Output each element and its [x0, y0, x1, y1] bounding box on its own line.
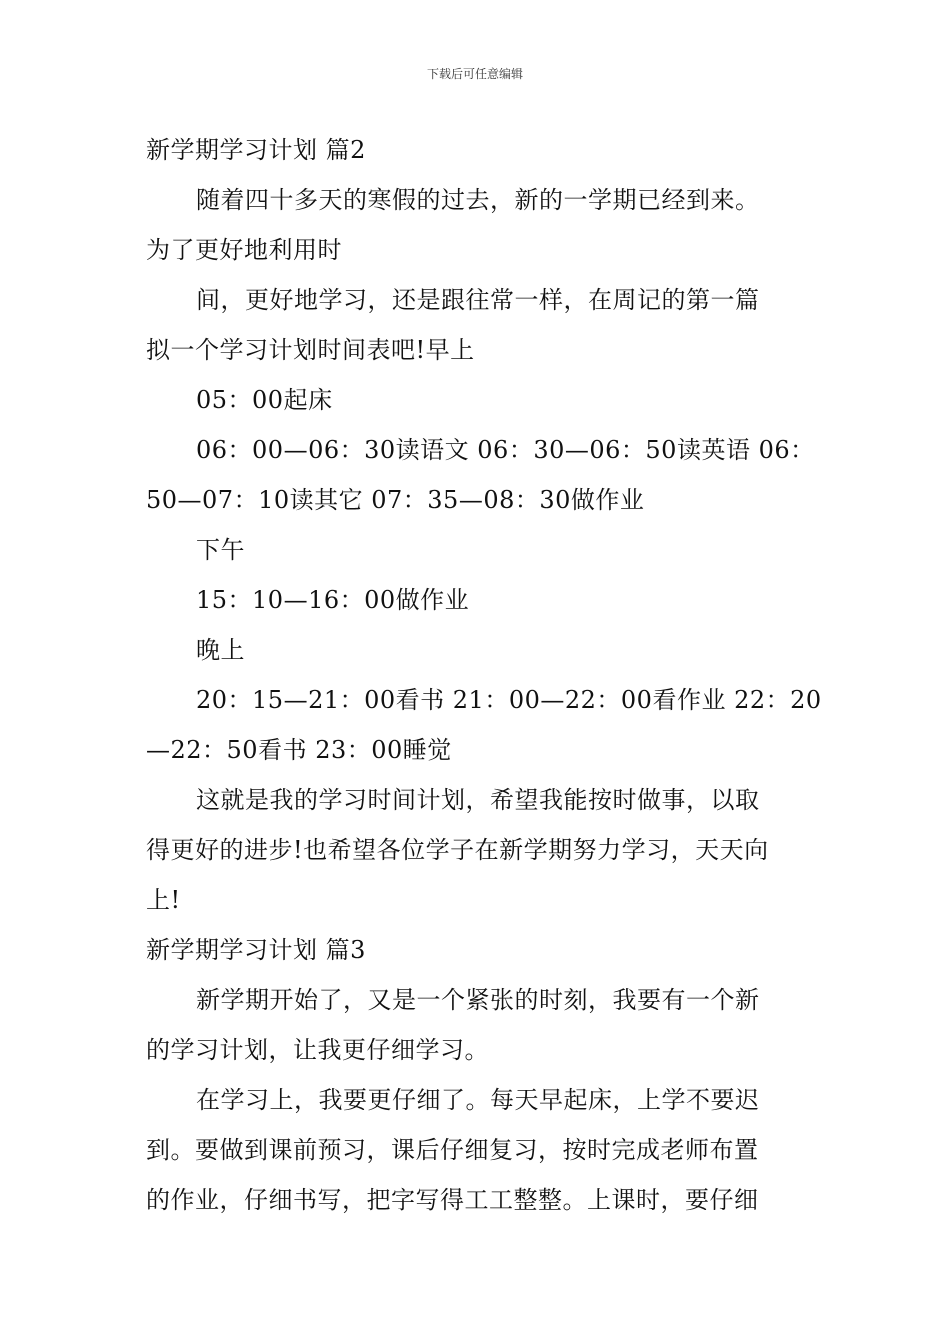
paragraph-line: 随着四十多天的寒假的过去，新的一学期已经到来。 — [196, 186, 760, 214]
section-title-3: 新学期学习计划 篇3 — [146, 936, 366, 964]
schedule-line: 20：15—21：00看书 21：00—22：00看作业 22：20 — [196, 686, 822, 714]
schedule-line: 50—07：10读其它 07：35—08：30做作业 — [146, 486, 645, 514]
paragraph-line: 间，更好地学习，还是跟往常一样，在周记的第一篇 — [196, 286, 760, 314]
schedule-line: —22：50看书 23：00睡觉 — [146, 736, 452, 764]
paragraph-line: 得更好的进步!也希望各位学子在新学期努力学习，天天向 — [146, 836, 769, 864]
paragraph-line: 在学习上，我要更仔细了。每天早起床，上学不要迟 — [196, 1086, 760, 1114]
paragraph-line: 的作业，仔细书写，把字写得工工整整。上课时，要仔细 — [146, 1186, 759, 1214]
schedule-heading-afternoon: 下午 — [196, 536, 245, 564]
paragraph-line: 到。要做到课前预习，课后仔细复习，按时完成老师布置 — [146, 1136, 759, 1164]
paragraph-line: 为了更好地利用时 — [146, 236, 342, 264]
schedule-heading-evening: 晚上 — [196, 636, 245, 664]
schedule-line: 15：10—16：00做作业 — [196, 586, 470, 614]
paragraph-line: 上! — [146, 886, 181, 914]
paragraph-line: 的学习计划，让我更仔细学习。 — [146, 1036, 489, 1064]
schedule-line: 05：00起床 — [196, 386, 333, 414]
section-title-2: 新学期学习计划 篇2 — [146, 136, 366, 164]
paragraph-line: 拟一个学习计划时间表吧!早上 — [146, 336, 475, 364]
paragraph-line: 这就是我的学习时间计划，希望我能按时做事，以取 — [196, 786, 760, 814]
page-header-note: 下载后可任意编辑 — [426, 67, 523, 81]
paragraph-line: 新学期开始了，又是一个紧张的时刻，我要有一个新 — [196, 986, 760, 1014]
schedule-line: 06：00—06：30读语文 06：30—06：50读英语 06： — [196, 436, 815, 464]
